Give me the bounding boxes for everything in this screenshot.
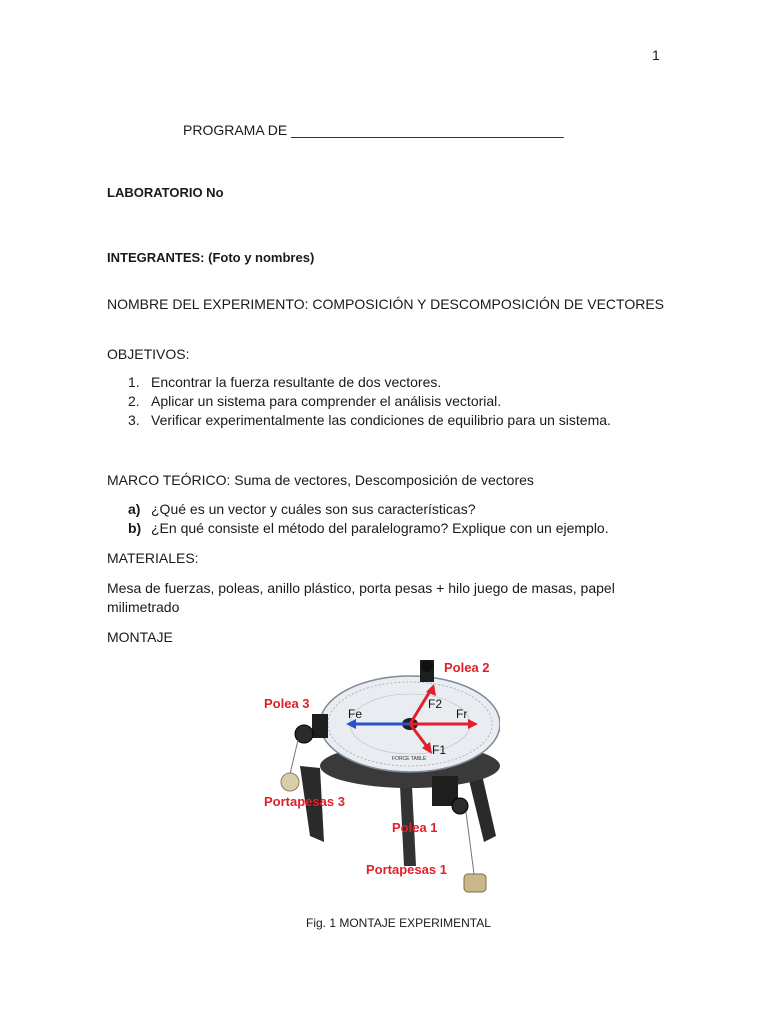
item-text: Verificar experimentalmente las condiciones de equilibrio para un sistema.: [151, 412, 611, 428]
list-item: [128, 392, 611, 411]
label-portapesas-3: Portapesas 3: [264, 794, 345, 809]
force-table-disc: [320, 676, 500, 788]
label-fr: Fr: [456, 707, 468, 721]
item-text: Encontrar la fuerza resultante de dos vectores.: [151, 374, 442, 390]
label-polea-3: Polea 3: [264, 696, 310, 711]
item-letter: b): [128, 520, 142, 536]
item-text: ¿Qué es un vector y cuáles son sus características?: [151, 501, 476, 517]
program-line: PROGRAMA DE ___________________________________: [183, 122, 564, 138]
list-item: [128, 519, 609, 538]
objectives-list: [128, 373, 611, 430]
label-fe: Fe: [348, 707, 363, 721]
item-number: 1.: [128, 374, 140, 390]
force-table-figure: [260, 656, 500, 906]
list-item: [128, 373, 611, 392]
item-text: ¿En qué consiste el método del paralelogramo? Explique con un ejemplo.: [151, 520, 609, 536]
list-item: [128, 500, 609, 519]
label-f1: F1: [432, 743, 447, 757]
weight-hanger-3: [281, 773, 299, 791]
label-f2: F2: [428, 697, 443, 711]
materials-heading: MATERIALES:: [107, 550, 199, 566]
page-number: 1: [652, 47, 660, 63]
pulley-3: [312, 714, 328, 738]
item-number: 2.: [128, 393, 140, 409]
table-text: FORCE TABLE: [392, 756, 427, 762]
theory-heading: MARCO TEÓRICO: Suma de vectores, Descomposición de vectores: [107, 472, 534, 488]
item-number: 3.: [128, 412, 140, 428]
materials-text: Mesa de fuerzas, poleas, anillo plástico, porta pesas + hilo juego de masas, papel milimetrado: [107, 580, 615, 615]
label-polea-1: Polea 1: [392, 820, 438, 835]
questions-list: [128, 500, 609, 538]
lab-heading: LABORATORIO No: [107, 185, 224, 200]
list-item: [128, 411, 611, 430]
experiment-name: NOMBRE DEL EXPERIMENTO: COMPOSICIÓN Y DESCOMPOSICIÓN DE VECTORES: [107, 296, 664, 312]
members-heading: INTEGRANTES: (Foto y nombres): [107, 250, 315, 265]
item-letter: a): [128, 501, 141, 517]
objectives-heading: OBJETIVOS:: [107, 346, 190, 362]
label-portapesas-1: Portapesas 1: [366, 862, 447, 877]
weight-hanger-1: [464, 874, 486, 892]
setup-heading: MONTAJE: [107, 629, 173, 645]
item-text: Aplicar un sistema para comprender el análisis vectorial.: [151, 393, 502, 409]
label-polea-2: Polea 2: [444, 660, 490, 675]
figure-caption: Fig. 1 MONTAJE EXPERIMENTAL: [306, 916, 491, 930]
